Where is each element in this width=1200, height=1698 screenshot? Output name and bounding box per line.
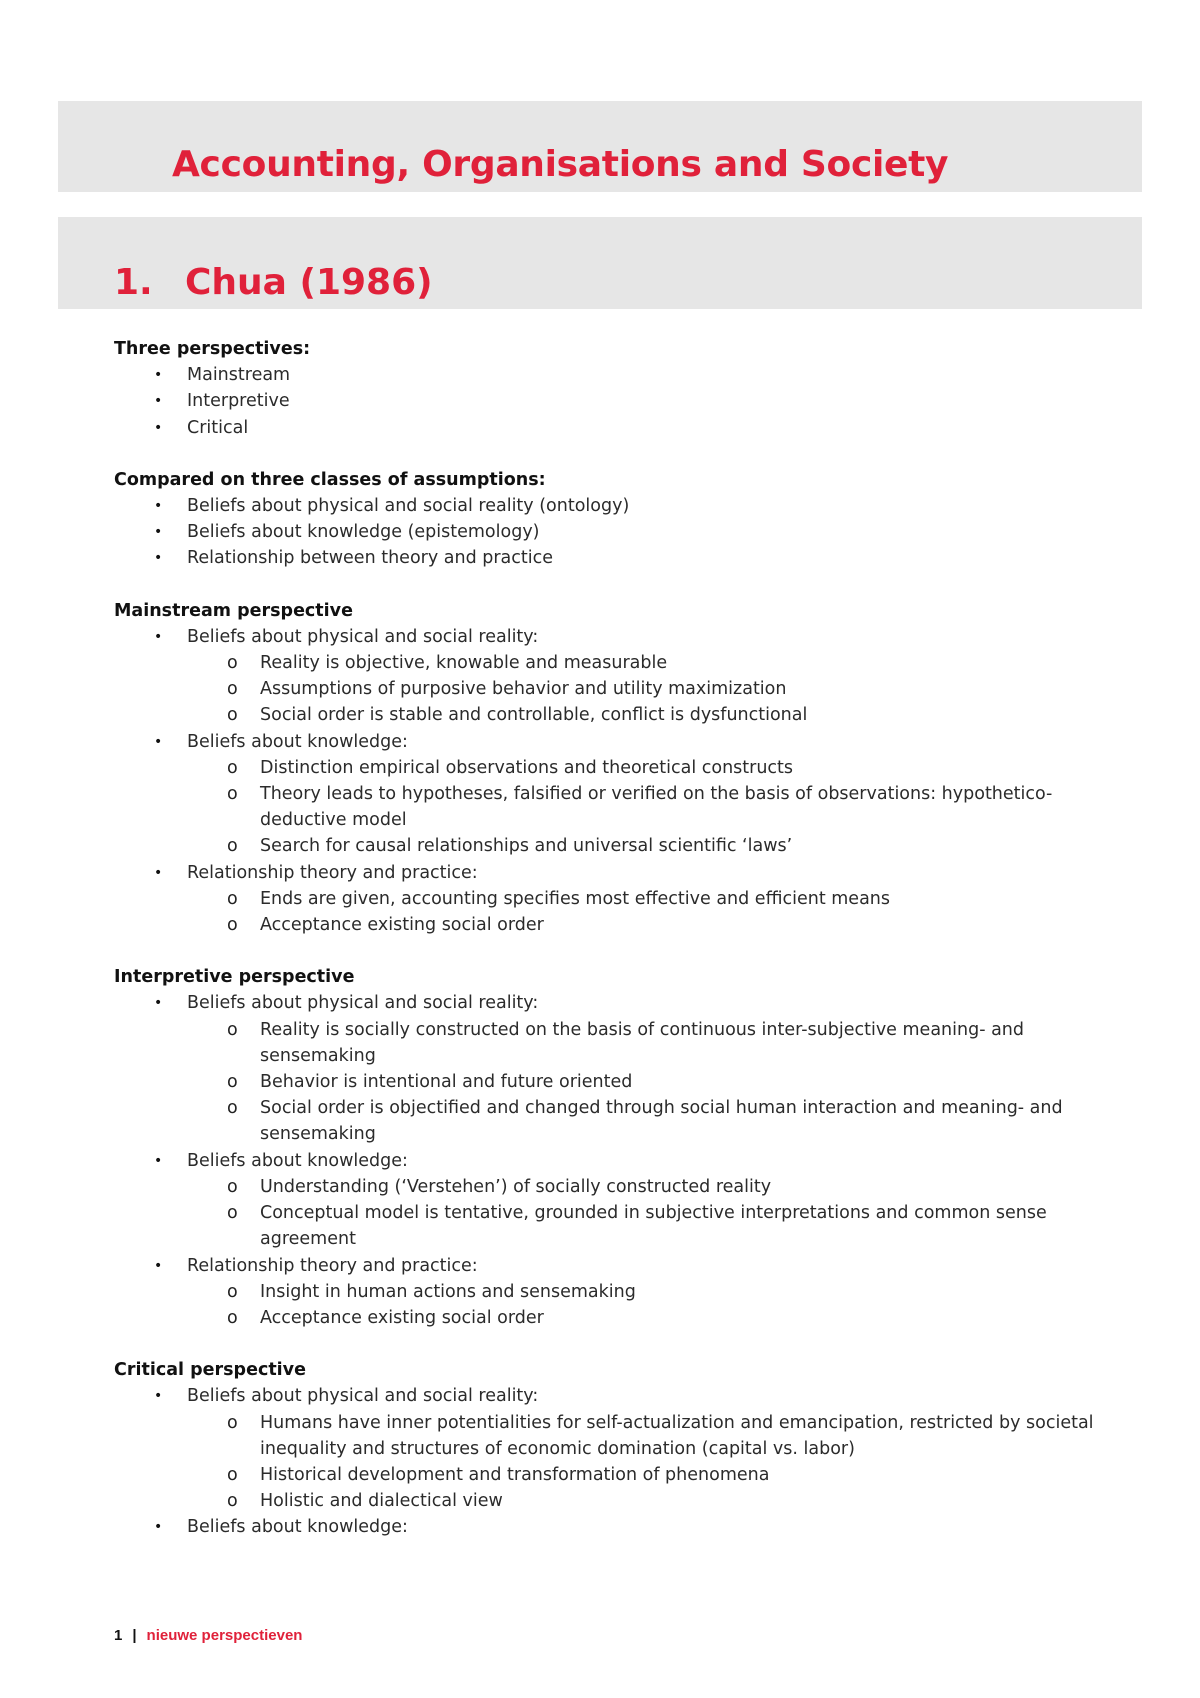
sub-list-item-text: Social order is objectified and changed through social human interaction and meaning- and sensemaking <box>260 1098 1063 1145</box>
sub-list-item-text: Conceptual model is tentative, grounded in subjective interpretations and common sense agreement <box>260 1203 1047 1250</box>
group-heading: Interpretive perspective <box>114 967 355 988</box>
sub-list-item-text: Acceptance existing social order <box>260 1307 544 1328</box>
sub-list-item <box>187 886 1114 912</box>
bullet-marker: • <box>154 628 163 645</box>
outline-group <box>114 336 1114 441</box>
sub-list-item <box>187 702 1114 728</box>
sub-list-item-text: Theory leads to hypotheses, falsified or verified on the basis of observations: hypothetico-deductive model <box>260 784 1053 831</box>
sub-list-item-text: Historical development and transformation of phenomena <box>260 1464 770 1485</box>
bullet-marker: • <box>154 550 163 567</box>
list-item <box>114 1383 1114 1514</box>
outline-group <box>114 964 1114 1331</box>
section-title: Chua (1986) <box>185 262 433 303</box>
sub-list-item <box>187 912 1114 938</box>
bullet-list <box>114 624 1114 938</box>
sub-list-item-text: Ends are given, accounting specifies most effective and efficient means <box>260 888 890 909</box>
sub-bullet-marker: o <box>227 915 238 936</box>
bullet-marker: • <box>154 419 163 436</box>
sub-list-item <box>187 650 1114 676</box>
sub-list-item-text: Holistic and dialectical view <box>260 1491 503 1512</box>
sub-bullet-marker: o <box>227 1281 238 1302</box>
group-heading: Mainstream perspective <box>114 600 353 621</box>
document-body <box>114 336 1114 1541</box>
sub-bullet-marker: o <box>227 1412 238 1433</box>
sub-bullet-marker: o <box>227 836 238 857</box>
sub-list <box>187 650 1114 729</box>
sub-bullet-marker: o <box>227 653 238 674</box>
sub-list <box>187 755 1114 860</box>
bullet-marker: • <box>154 995 163 1012</box>
bullet-marker: • <box>154 524 163 541</box>
sub-bullet-marker: o <box>227 705 238 726</box>
group-heading: Three perspectives: <box>114 339 311 359</box>
bullet-marker: • <box>154 393 163 410</box>
sub-list-item-text: Reality is objective, knowable and measurable <box>260 653 668 674</box>
sub-list-item <box>187 1462 1114 1488</box>
sub-list-item <box>187 1488 1114 1514</box>
list-item-text: Relationship theory and practice: <box>187 1255 478 1276</box>
sub-bullet-marker: o <box>227 888 238 909</box>
sub-list-item <box>187 676 1114 702</box>
page-number: 1 <box>114 1627 123 1644</box>
group-heading: Compared on three classes of assumptions: <box>114 469 546 490</box>
list-item <box>114 362 1114 388</box>
list-item-text: Beliefs about physical and social reality: <box>187 1386 539 1407</box>
sub-bullet-marker: o <box>227 1098 238 1119</box>
sub-bullet-marker: o <box>227 1072 238 1093</box>
bullet-list <box>114 362 1114 441</box>
list-item-text: Beliefs about physical and social reality: <box>187 626 539 647</box>
sub-list-item <box>187 1069 1114 1095</box>
footer-separator: | <box>132 1627 137 1644</box>
outline-group <box>114 1357 1114 1540</box>
sub-list-item-text: Search for causal relationships and universal scientific ‘laws’ <box>260 836 793 857</box>
list-item-text: Beliefs about knowledge: <box>187 1150 408 1171</box>
bullet-marker: • <box>154 733 163 750</box>
sub-list-item <box>187 781 1114 833</box>
sub-bullet-marker: o <box>227 1019 238 1040</box>
bullet-marker: • <box>154 1388 163 1405</box>
list-item-text: Beliefs about knowledge: <box>187 731 408 752</box>
list-item <box>114 415 1114 441</box>
list-item <box>114 729 1114 860</box>
sub-list-item-text: Insight in human actions and sensemaking <box>260 1281 636 1302</box>
outline-group <box>114 598 1114 939</box>
sub-bullet-marker: o <box>227 757 238 778</box>
list-item <box>114 545 1114 571</box>
group-heading: Critical perspective <box>114 1360 306 1381</box>
sub-list <box>187 1017 1114 1148</box>
list-item-text: Beliefs about physical and social reality: <box>187 993 539 1014</box>
sub-list-item <box>187 755 1114 781</box>
bullet-marker: • <box>154 864 163 881</box>
sub-list-item <box>187 833 1114 859</box>
bullet-marker: • <box>154 367 163 384</box>
list-item <box>114 1514 1114 1540</box>
footer-brand: nieuwe perspectieven <box>146 1627 303 1644</box>
bullet-marker: • <box>154 1152 163 1169</box>
sub-list <box>187 1410 1114 1515</box>
sub-list-item <box>187 1279 1114 1305</box>
sub-list <box>187 1174 1114 1253</box>
bullet-list <box>114 990 1114 1331</box>
bullet-marker: • <box>154 1257 163 1274</box>
list-item-text: Beliefs about physical and social reality (ontology) <box>187 496 630 517</box>
list-item-text: Beliefs about knowledge (epistemology) <box>187 522 540 543</box>
sub-list-item-text: Social order is stable and controllable, conflict is dysfunctional <box>260 705 808 726</box>
section-number: 1. <box>114 262 153 303</box>
sub-list-item-text: Behavior is intentional and future oriented <box>260 1072 633 1093</box>
bullet-list <box>114 493 1114 572</box>
sub-list-item-text: Distinction empirical observations and theoretical constructs <box>260 757 794 778</box>
sub-list <box>187 1279 1114 1331</box>
sub-bullet-marker: o <box>227 1464 238 1485</box>
page-footer <box>114 1627 302 1644</box>
bullet-marker: • <box>154 1519 163 1536</box>
sub-bullet-marker: o <box>227 784 238 805</box>
sub-list-item-text: Acceptance existing social order <box>260 915 544 936</box>
list-item <box>114 388 1114 414</box>
sub-bullet-marker: o <box>227 679 238 700</box>
list-item <box>114 1253 1114 1332</box>
list-item-text: Mainstream <box>187 365 291 386</box>
sub-bullet-marker: o <box>227 1176 238 1197</box>
list-item <box>114 990 1114 1147</box>
list-item-text: Beliefs about knowledge: <box>187 1517 408 1538</box>
sub-list-item <box>187 1174 1114 1200</box>
sub-bullet-marker: o <box>227 1491 238 1512</box>
sub-list-item-text: Assumptions of purposive behavior and utility maximization <box>260 679 787 700</box>
sub-list-item-text: Reality is socially constructed on the basis of continuous inter-subjective meaning- and sensemaking <box>260 1019 1025 1066</box>
section-heading <box>114 262 433 303</box>
bullet-list <box>114 1383 1114 1540</box>
list-item <box>114 860 1114 939</box>
list-item-text: Critical <box>187 417 249 438</box>
sub-list-item <box>187 1410 1114 1462</box>
list-item <box>114 1148 1114 1253</box>
list-item <box>114 519 1114 545</box>
list-item-text: Relationship between theory and practice <box>187 548 554 569</box>
sub-list-item <box>187 1017 1114 1069</box>
bullet-marker: • <box>154 498 163 515</box>
sub-list-item <box>187 1200 1114 1252</box>
sub-bullet-marker: o <box>227 1203 238 1224</box>
sub-list <box>187 886 1114 938</box>
sub-list-item <box>187 1095 1114 1147</box>
outline-group <box>114 467 1114 572</box>
sub-list-item-text: Humans have inner potentialities for self-actualization and emancipation, restricted by societal inequality and structures of economic domination (capital vs. labor) <box>260 1412 1094 1459</box>
document-title: Accounting, Organisations and Society <box>172 144 949 185</box>
list-item-text: Interpretive <box>187 391 290 412</box>
list-item <box>114 624 1114 729</box>
sub-list-item <box>187 1305 1114 1331</box>
sub-list-item-text: Understanding (‘Verstehen’) of socially constructed reality <box>260 1176 772 1197</box>
list-item-text: Relationship theory and practice: <box>187 862 478 883</box>
sub-bullet-marker: o <box>227 1307 238 1328</box>
list-item <box>114 493 1114 519</box>
